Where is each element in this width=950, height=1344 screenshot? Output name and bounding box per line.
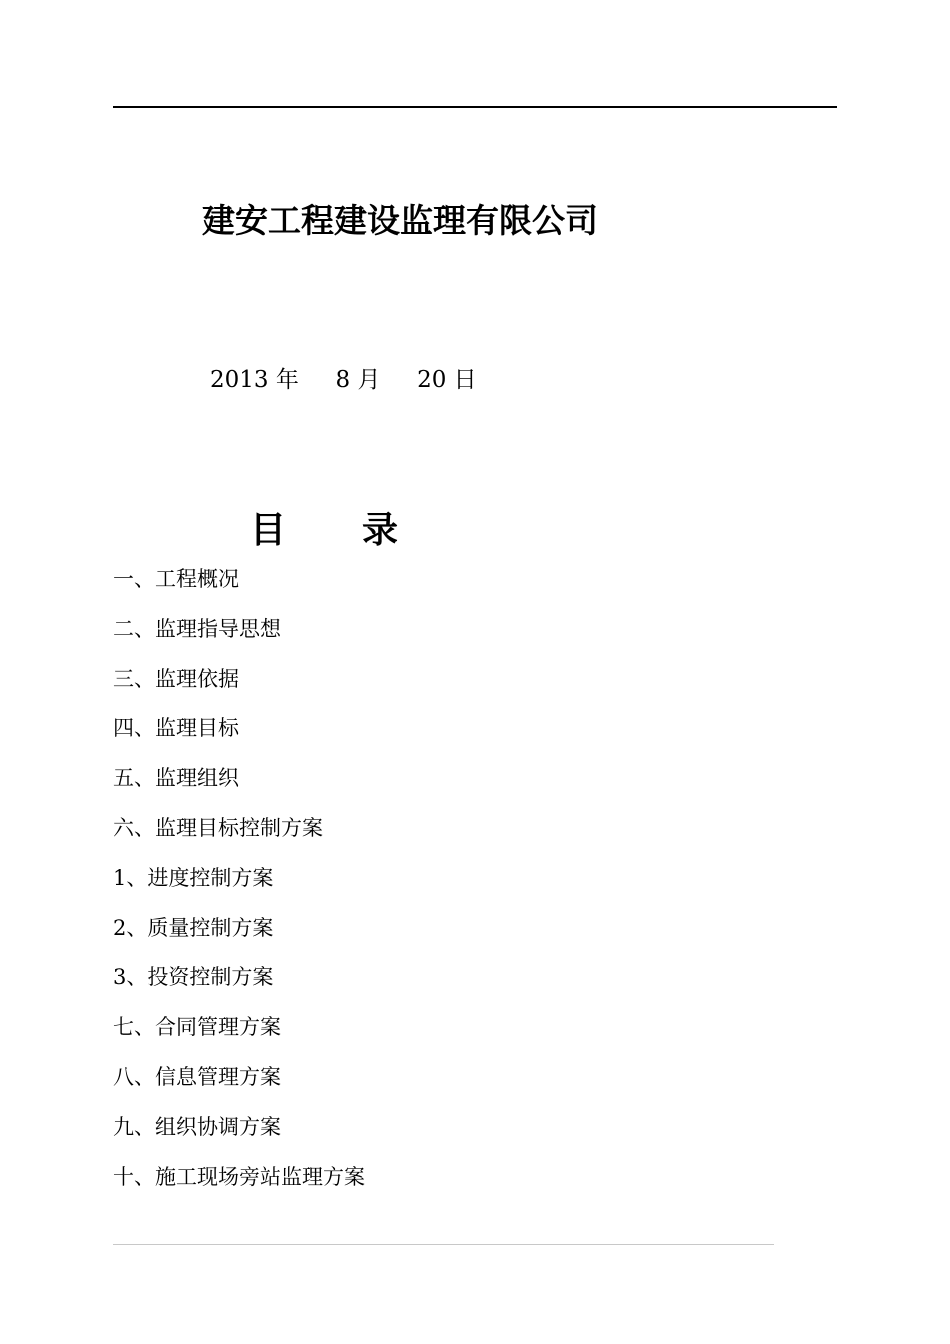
toc-title: [250, 506, 398, 556]
toc-item: 2、质量控制方案: [113, 915, 274, 940]
date-year-unit: 年: [275, 367, 299, 393]
header-rule: [113, 106, 837, 108]
toc-item: 一、工程概况: [113, 567, 239, 591]
company-name: 建安工程建设监理有限公司: [202, 201, 598, 240]
date-month-unit: 月: [357, 367, 381, 393]
toc-item: 七、合同管理方案: [113, 1015, 281, 1040]
toc-item: 五、监理组织: [113, 766, 239, 791]
date-day-unit: 日: [453, 367, 477, 393]
toc-item: 六、监理目标控制方案: [113, 815, 323, 840]
toc-item: 十、施工现场旁站监理方案: [113, 1164, 365, 1189]
toc-item: 1、进度控制方案: [113, 865, 274, 890]
toc-item: 三、监理依据: [113, 666, 239, 691]
toc-item: 八、信息管理方案: [113, 1064, 281, 1089]
toc-title-char: 录: [362, 510, 399, 551]
footer-rule: [113, 1244, 774, 1245]
toc-item: 四、监理目标: [113, 716, 239, 741]
toc-item: 3、投资控制方案: [113, 965, 274, 990]
toc-title-char: 目: [250, 510, 287, 551]
date-year: 2013: [210, 367, 269, 393]
date-day: 20: [417, 367, 447, 393]
date-month: 8: [335, 367, 351, 393]
date-line: [210, 364, 477, 396]
toc-item: 二、监理指导思想: [113, 616, 281, 641]
toc-list: [113, 564, 365, 1211]
toc-item: 九、组织协调方案: [113, 1114, 281, 1139]
